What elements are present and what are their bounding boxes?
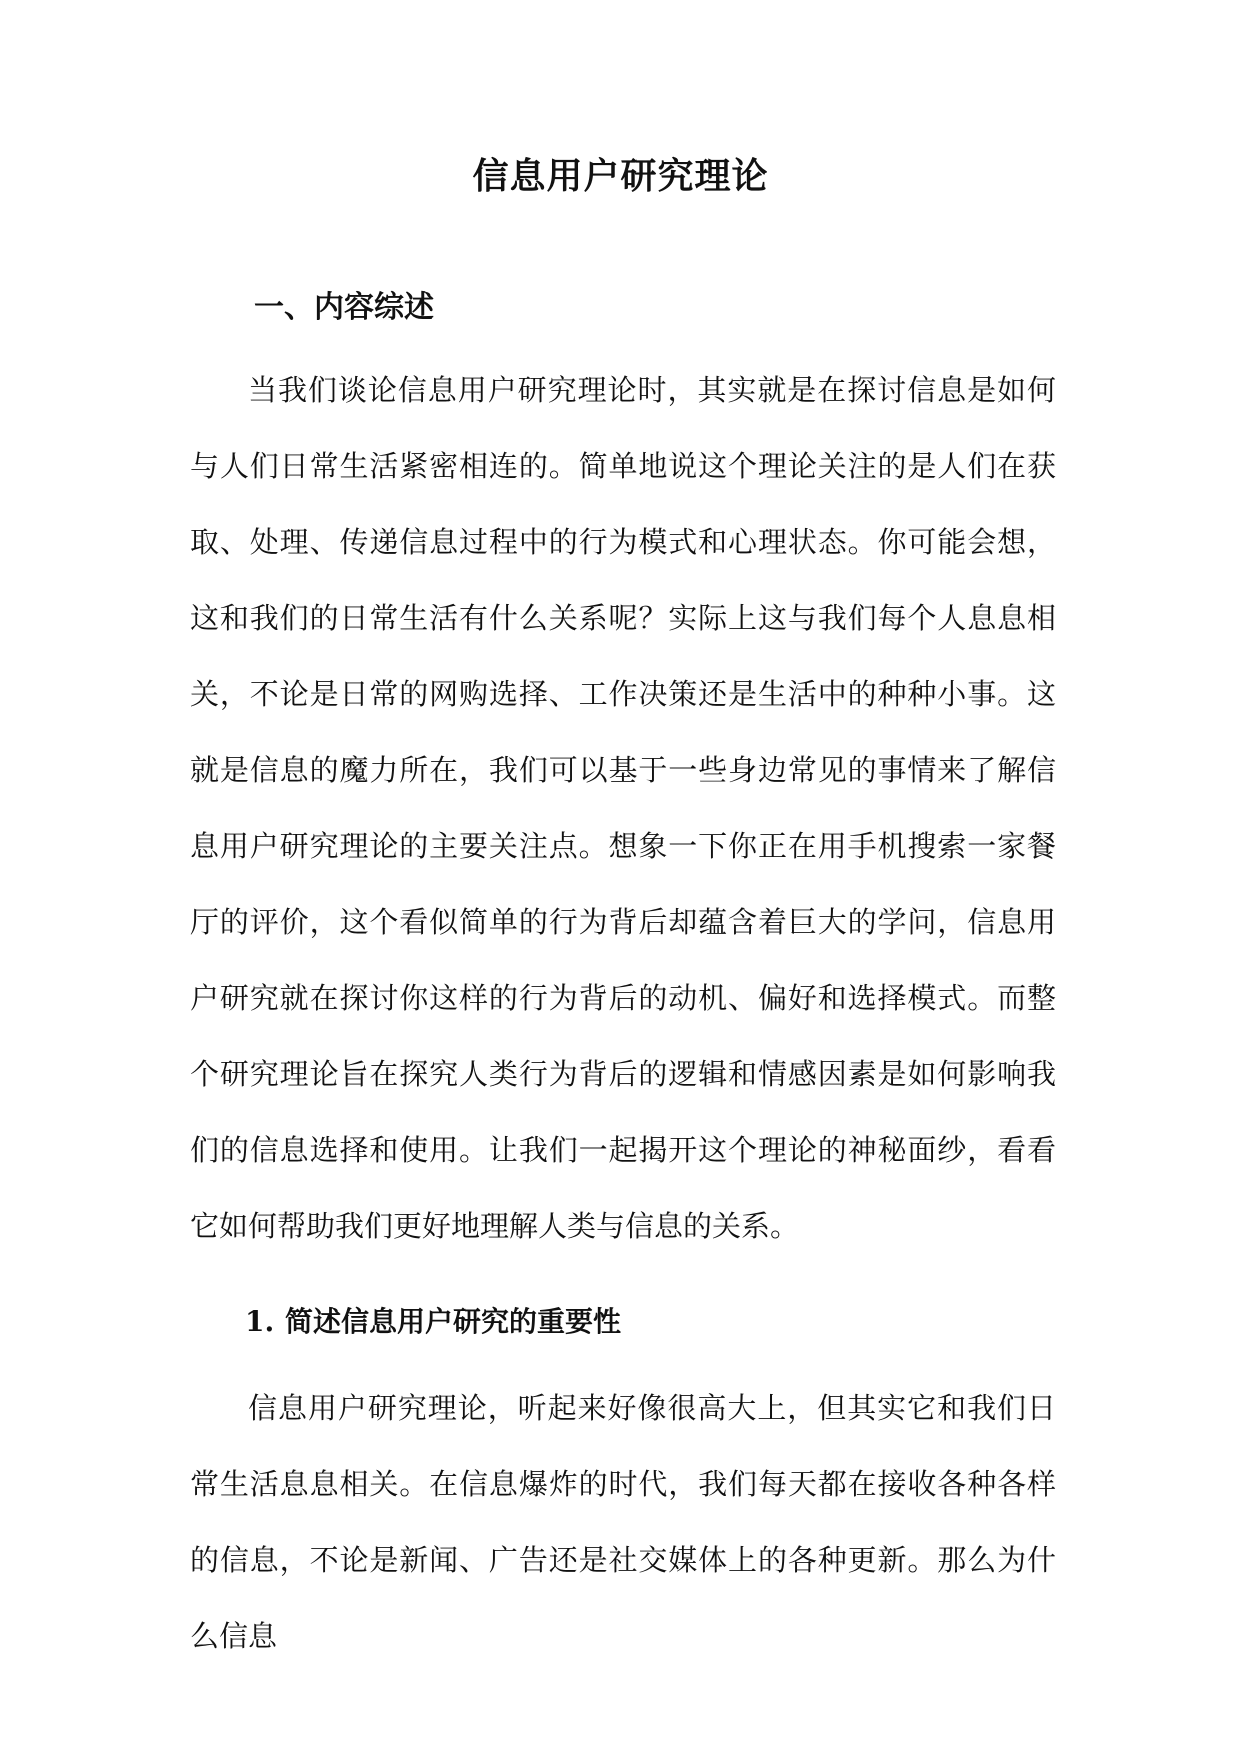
subsection-heading-text: 简述信息用户研究的重要性 — [285, 1305, 622, 1338]
section-paragraph: 当我们谈论信息用户研究理论时，其实就是在探讨信息是如何与人们日常生活紧密相连的。简单地说这个理论关注的是人们在获取、处理、传递信息过程中的行为模式和心理状态。你可能会想，这和我们的日常生活有什么关系呢？实际上这与我们每个人息息相关，不论是日常的网购选择、工作决策还是生活中的种种小事。这就是信息的魔力所在，我们可以基于一些身边常见的事情来了解信息用户研究理论的主要关注点。想象一下你正在用手机搜索一家餐厅的评价，这个看似简单的行为背后却蕴含着巨大的学问，信息用户研究就在探讨你这样的行为背后的动机、偏好和选择模式。而整个研究理论旨在探究人类行为背后的逻辑和情感因素是如何影响我们的信息选择和使用。让我们一起揭开这个理论的神秘面纱，看看它如何帮助我们更好地理解人类与信息的关系。 — [190, 373, 1056, 1243]
subsection-number: 1. — [245, 1305, 275, 1338]
subsection-paragraph: 信息用户研究理论，听起来好像很高大上，但其实它和我们日常生活息息相关。在信息爆炸的时代，我们每天都在接收各种各样的信息，不论是新闻、广告还是社交媒体上的各种更新。那么为什么信息 — [190, 1391, 1056, 1653]
subsection-heading — [245, 1300, 621, 1340]
section-heading: 一、内容综述 — [254, 290, 434, 325]
document-title: 信息用户研究理论 — [472, 155, 769, 197]
